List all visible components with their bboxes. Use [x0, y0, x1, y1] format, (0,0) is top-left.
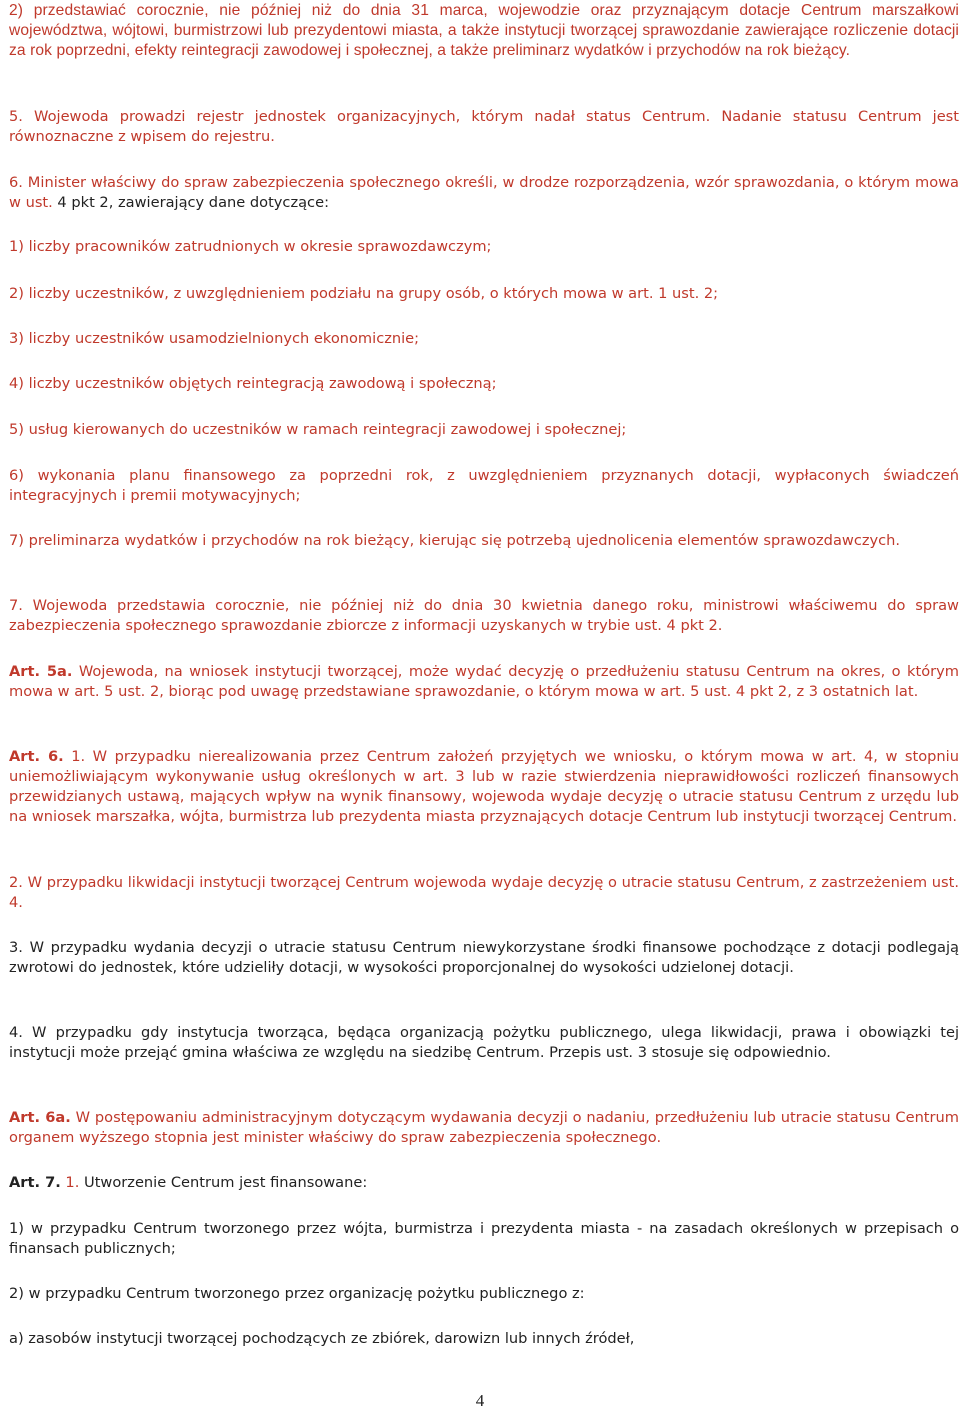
- list-item-6-6: [9, 466, 959, 506]
- article-label: Art. 7.: [9, 1174, 61, 1191]
- paragraph-6: [9, 173, 959, 213]
- article-5a: [9, 662, 959, 702]
- article-7-item-1: [9, 1219, 959, 1259]
- article-text: 2. W przypadku likwidacji instytucji tworzącej Centrum wojewoda wydaje decyzję o utracie statusu Centrum, z zastrzeżeniem ust. 4.: [9, 874, 959, 911]
- article-text: Utworzenie Centrum jest finansowane:: [79, 1174, 368, 1191]
- list-item-text: 4) liczby uczestników objętych reintegracją zawodową i społeczną;: [9, 375, 497, 392]
- article-7-item-2: [9, 1284, 959, 1304]
- article-text: W postępowaniu administracyjnym dotyczącym wydawania decyzji o nadaniu, przedłużeniu lub utracie statusu Centrum organem wyższego stopnia jest minister właściwy do spraw zabezpieczenia społecznego.: [9, 1109, 959, 1146]
- page-number: 4: [475, 1391, 485, 1410]
- list-item-6-1: [9, 237, 959, 257]
- article-7-item-2-a: [9, 1329, 959, 1349]
- paragraph-6-black-text: 4 pkt 2, zawierający dane dotyczące:: [52, 194, 329, 211]
- list-item-6-5: [9, 420, 959, 440]
- list-item-text: 2) liczby uczestników, z uwzględnieniem podziału na grupy osób, o których mowa w art. 1 ust. 2;: [9, 285, 719, 302]
- list-item-6-4: [9, 374, 959, 394]
- paragraph-text: 2) przedstawiać corocznie, nie później niż do dnia 31 marca, wojewodzie oraz przyznającym dotacje Centrum marszałkowi województwa, wójtowi, burmistrzowi lub prezydentowi miasta, a także instytucji tworzącej sprawozdanie zawierające rozliczenie dotacji za rok poprzedni, efekty reintegracji zawodowej i społecznej, a także preliminarz wydatków i przychodów na rok bieżący.: [9, 2, 959, 59]
- list-item-text: 6) wykonania planu finansowego za poprzedni rok, z uwzględnieniem przyznanych dotacji, wypłaconych świadczeń integracyjnych i premii motywacyjnych;: [9, 467, 959, 504]
- article-6-ust-4: [9, 1023, 959, 1063]
- list-item-text: 3) liczby uczestników usamodzielnionych ekonomicznie;: [9, 330, 420, 347]
- article-text: 4. W przypadku gdy instytucja tworząca, będąca organizacją pożytku publicznego, ulega likwidacji, prawa i obowiązki tej instytucji może przejąć gmina właściwa ze względu na siedzibę Centrum. Przepis ust. 3 stosuje się odpowiednio.: [9, 1024, 959, 1061]
- article-text: 3. W przypadku wydania decyzji o utracie statusu Centrum niewykorzystane środki finansowe pochodzące z dotacji podlegają zwrotowi do jednostek, które udzieliły dotacji, w wysokości proporcjonalnej do wysokości udzielonej dotacji.: [9, 939, 959, 976]
- article-6-ust-1: [9, 747, 959, 827]
- list-item-text: 2) w przypadku Centrum tworzonego przez organizację pożytku publicznego z:: [9, 1285, 585, 1302]
- paragraph-text: 7. Wojewoda przedstawia corocznie, nie później niż do dnia 30 kwietnia danego roku, ministrowi właściwemu do spraw zabezpieczenia społecznego sprawozdanie zbiorcze z informacji uzyskanych w trybie ust. 4 pkt 2.: [9, 597, 959, 634]
- paragraph-item-2: [9, 1, 959, 61]
- list-item-text: a) zasobów instytucji tworzącej pochodzących ze zbiórek, darowizn lub innych źródeł,: [9, 1330, 635, 1347]
- list-item-text: 7) preliminarza wydatków i przychodów na rok bieżący, kierując się potrzebą ujednolicenia elementów sprawozdawczych.: [9, 532, 901, 549]
- article-text: 1. W przypadku nierealizowania przez Centrum założeń przyjętych we wniosku, o którym mowa w art. 4, w stopniu uniemożliwiającym wykonywanie usług określonych w art. 3 lub w razie stwierdzenia nieprawidłowości rozliczeń finansowych przewidzianych ustawą, mających wpływ na wynik finansowy, wojewoda wydaje decyzję o utracie statusu Centrum z urzędu lub na wniosek marszałka, wójta, burmistrza lub prezydenta miasta przyznających dotacje Centrum lub instytucji tworzącej Centrum.: [9, 748, 959, 825]
- article-6-ust-2: [9, 873, 959, 913]
- list-item-6-7: [9, 531, 959, 551]
- list-item-6-2: [9, 284, 959, 304]
- paragraph-6-red-text: 6. Minister właściwy do spraw zabezpieczenia społecznego określi, w drodze rozporządzenia, wzór sprawozdania, o którym mowa w ust.: [9, 174, 959, 211]
- article-6-ust-3: [9, 938, 959, 978]
- paragraph-7: [9, 596, 959, 636]
- article-label: Art. 6.: [9, 748, 64, 765]
- list-item-6-3: [9, 329, 959, 349]
- article-7-ust-1: [9, 1173, 959, 1193]
- paragraph-text: 5. Wojewoda prowadzi rejestr jednostek organizacyjnych, którym nadał status Centrum. Nadanie statusu Centrum jest równoznaczne z wpisem do rejestru.: [9, 108, 959, 145]
- list-item-text: 5) usług kierowanych do uczestników w ramach reintegracji zawodowej i społecznej;: [9, 421, 627, 438]
- list-item-text: 1) w przypadku Centrum tworzonego przez wójta, burmistrza i prezydenta miasta - na zasadach określonych w przepisach o finansach publicznych;: [9, 1220, 959, 1257]
- list-item-text: 1) liczby pracowników zatrudnionych w okresie sprawozdawczym;: [9, 238, 492, 255]
- article-label: Art. 5a.: [9, 663, 73, 680]
- article-text: Wojewoda, na wniosek instytucji tworzącej, może wydać decyzję o przedłużeniu statusu Centrum na okres, o którym mowa w art. 5 ust. 2, biorąc pod uwagę przedstawiane sprawozdanie, o którym mowa w art. 5 ust. 4 pkt 2, z 3 ostatnich lat.: [9, 663, 959, 700]
- article-label: Art. 6a.: [9, 1109, 71, 1126]
- article-6a: [9, 1108, 959, 1148]
- article-7-ust-1-number: 1.: [60, 1174, 80, 1191]
- paragraph-5: [9, 107, 959, 147]
